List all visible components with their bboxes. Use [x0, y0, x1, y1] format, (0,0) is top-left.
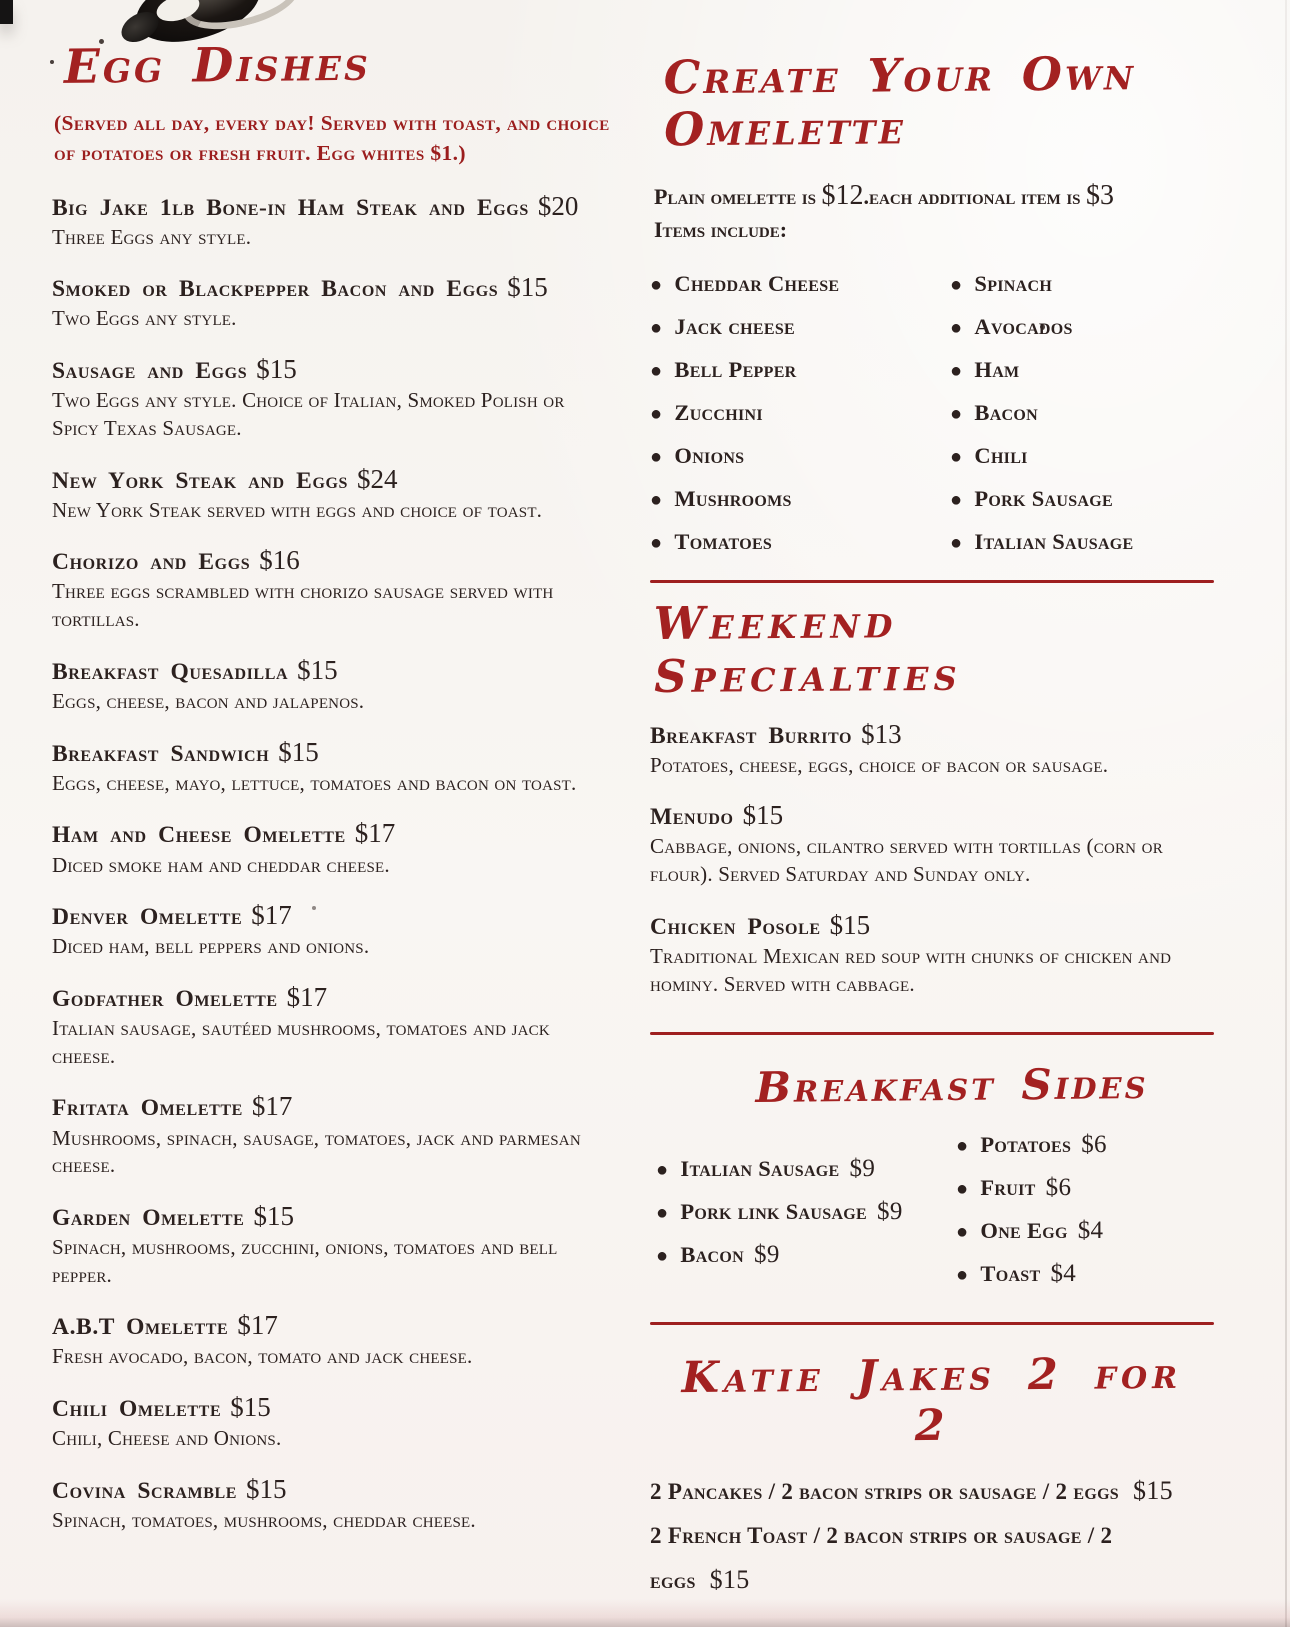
title-line: Omelette	[663, 99, 907, 156]
menu-item-desc: Three eggs scrambled with chorizo sausage served with tortillas.	[52, 579, 554, 632]
list-item	[650, 435, 950, 478]
menu-item-price: $15	[256, 354, 297, 385]
list-item	[950, 478, 1214, 521]
bullet-icon: ●	[656, 1202, 669, 1225]
title-line: Create Your Own	[663, 46, 1137, 105]
menu-item-name: Denver Omelette	[52, 904, 243, 931]
menu-item-desc: Chili, Cheese and Onions.	[52, 1426, 282, 1451]
menu-item-name: Breakfast Burrito	[650, 722, 853, 749]
list-item	[656, 1234, 956, 1277]
menu-item-title	[52, 737, 614, 768]
bullet-icon: ●	[650, 402, 663, 425]
item-label: Jack cheese	[674, 313, 796, 339]
list-item	[650, 349, 950, 392]
item-label: One Egg	[980, 1218, 1068, 1244]
bullet-icon: ●	[650, 359, 663, 382]
menu-item-price: $15	[253, 1200, 294, 1231]
item-label: Italian Sausage	[974, 528, 1134, 554]
item-price: $9	[754, 1241, 780, 1269]
menu-item-price: $15	[507, 272, 548, 303]
section-divider	[650, 1322, 1214, 1325]
menu-item	[650, 910, 1214, 998]
list-item	[956, 1210, 1206, 1253]
list-item	[650, 306, 950, 349]
section-divider	[650, 580, 1214, 583]
menu-item-title	[52, 900, 614, 931]
menu-item-price: $15	[829, 909, 871, 940]
intro-text: Plain omelette is	[654, 184, 822, 210]
menu-item-desc: New York Steak served with eggs and choice of toast.	[52, 497, 543, 522]
item-label: Toast	[980, 1261, 1041, 1287]
egg-dishes-note: (Served all day, every day! Served with toast, and choice of potatoes or fresh fruit. Egg whites $1.)	[54, 111, 610, 165]
bullet-icon: ●	[650, 273, 663, 296]
combo-line	[650, 1469, 1214, 1514]
section-title-katie-jakes: Katie Jakes 2 for 2	[681, 1349, 1183, 1452]
omelette-items-left	[650, 263, 950, 564]
menu-item	[52, 1392, 614, 1453]
menu-item-price: $13	[861, 718, 902, 749]
menu-item-price: $17	[251, 900, 292, 931]
menu-item-price: $24	[357, 463, 398, 494]
omelette-intro	[654, 177, 1214, 244]
list-item	[650, 521, 950, 564]
bullet-icon: ●	[950, 316, 963, 339]
menu-item-desc: Traditional Mexican red soup with chunks of chicken and hominy. Served with cabbage.	[650, 943, 1172, 996]
breakfast-sides-columns	[650, 1124, 1214, 1296]
combo-price: $15	[709, 1565, 750, 1595]
menu-item-name: Covina Scramble	[52, 1477, 238, 1504]
menu-item	[650, 800, 1214, 888]
menu-item-name: Sausage and Eggs	[52, 358, 248, 385]
menu-item-price: $15	[246, 1473, 287, 1504]
menu-item-desc: Mushrooms, spinach, sausage, tomatoes, jack and parmesan cheese.	[52, 1125, 581, 1178]
item-label: Tomatoes	[674, 528, 773, 554]
menu-item-price: $17	[354, 818, 396, 849]
item-price: $9	[849, 1155, 876, 1183]
menu-item-name: Breakfast Sandwich	[52, 740, 270, 767]
bullet-icon: ●	[956, 1221, 969, 1244]
menu-item-title	[52, 1392, 614, 1423]
item-label: Pork Sausage	[974, 485, 1113, 511]
item-label: Fruit	[980, 1175, 1036, 1201]
bullet-icon: ●	[650, 316, 663, 339]
menu-item	[52, 1201, 614, 1289]
item-price: $4	[1077, 1217, 1104, 1245]
menu-item-title	[52, 655, 614, 686]
menu-item-title	[52, 818, 614, 849]
list-item	[950, 263, 1214, 306]
menu-item	[52, 737, 614, 798]
bullet-icon: ●	[950, 273, 963, 296]
menu-item-name: Ham and Cheese Omelette	[52, 822, 346, 849]
menu-item-price: $17	[251, 1091, 293, 1122]
menu-item-desc: Two Eggs any style. Choice of Italian, Smoked Polish or Spicy Texas Sausage.	[52, 388, 565, 440]
menu-item-price: $16	[259, 545, 300, 576]
intro-text: Items include:	[654, 216, 788, 242]
menu-item-desc: Fresh avocado, bacon, tomato and jack cheese.	[52, 1344, 473, 1369]
item-label: Chili	[974, 442, 1028, 468]
item-price: $9	[877, 1198, 903, 1226]
item-label: Ham	[974, 356, 1020, 382]
menu-item	[52, 545, 614, 633]
right-column	[650, 46, 1214, 1603]
item-label: Spinach	[974, 270, 1053, 296]
item-price: $4	[1050, 1260, 1077, 1288]
menu-item-price: $15	[742, 800, 784, 831]
menu-item-price: $20	[537, 190, 579, 221]
item-label: Italian Sausage	[680, 1156, 840, 1182]
menu-item-name: Breakfast Quesadilla	[52, 658, 289, 685]
menu-item-title	[52, 545, 614, 576]
list-item	[956, 1253, 1206, 1296]
menu-item-name: Chorizo and Eggs	[52, 549, 251, 576]
sides-list-left	[656, 1148, 956, 1296]
bullet-icon: ●	[650, 531, 663, 554]
intro-text: .each additional item is	[863, 184, 1087, 210]
menu-item-title	[52, 1310, 614, 1341]
menu-item-name: Big Jake 1lb Bone-in Ham Steak and Eggs	[52, 194, 529, 221]
menu-item-price: $17	[286, 981, 328, 1012]
bullet-icon: ●	[950, 488, 963, 511]
bullet-icon: ●	[650, 445, 663, 468]
item-label: Bell Pepper	[674, 356, 797, 382]
menu-item-price: $17	[237, 1310, 278, 1341]
menu-item-price: $15	[297, 654, 338, 685]
list-item	[656, 1148, 956, 1191]
menu-item-name: A.B.T Omelette	[52, 1314, 229, 1341]
bullet-icon: ●	[950, 445, 963, 468]
combo-text: 2 French Toast / 2 bacon strips or sausage / 2 eggs	[650, 1523, 1113, 1594]
list-item	[650, 392, 950, 435]
section-title-weekend-specialties: Weekend Specialties	[653, 594, 962, 703]
omelette-items-columns	[650, 263, 1214, 564]
bullet-icon: ●	[956, 1264, 969, 1287]
menu-item-title	[52, 1091, 614, 1122]
bullet-icon: ●	[950, 531, 963, 554]
menu-item-desc: Three Eggs any style.	[52, 224, 252, 249]
menu-item	[52, 272, 614, 333]
menu-item-desc: Spinach, mushrooms, zucchini, onions, tomatoes and bell pepper.	[52, 1235, 558, 1287]
menu-item	[52, 818, 614, 879]
menu-item	[52, 354, 614, 442]
menu-item-name: Fritata Omelette	[52, 1095, 243, 1122]
scan-corner-mark	[0, 0, 13, 24]
bullet-icon: ●	[950, 402, 963, 425]
menu-item	[52, 900, 614, 961]
item-label: Avocados	[974, 313, 1073, 339]
menu-item-title	[650, 719, 1214, 750]
item-price: $6	[1081, 1131, 1107, 1159]
menu-item	[52, 655, 614, 716]
menu-item	[52, 191, 614, 252]
menu-item-title	[52, 354, 614, 385]
menu-item-desc: Eggs, cheese, mayo, lettuce, tomatoes and bacon on toast.	[52, 770, 577, 795]
left-column	[52, 36, 614, 1556]
item-label: Pork link Sausage	[680, 1199, 868, 1225]
menu-item-name: Garden Omelette	[52, 1204, 245, 1231]
list-item	[656, 1191, 956, 1234]
menu-item-title	[52, 1201, 614, 1232]
list-item	[650, 478, 950, 521]
menu-item-price: $15	[230, 1392, 271, 1423]
bullet-icon: ●	[950, 359, 963, 382]
menu-item	[52, 1310, 614, 1371]
list-item	[950, 392, 1214, 435]
menu-item-title	[52, 272, 614, 303]
menu-item-title	[52, 982, 614, 1013]
scan-edge-line	[1285, 0, 1287, 1627]
menu-item	[52, 1091, 614, 1179]
list-item	[950, 306, 1214, 349]
item-price: $6	[1045, 1174, 1072, 1202]
list-item	[956, 1124, 1206, 1167]
menu-item-price: $15	[278, 736, 319, 767]
item-label: Onions	[674, 442, 745, 468]
menu-item-name: Chili Omelette	[52, 1396, 222, 1423]
menu-item-desc: Eggs, cheese, bacon and jalapenos.	[52, 688, 365, 713]
menu-item-title	[52, 1474, 614, 1505]
sides-list-right	[956, 1124, 1206, 1296]
item-label: Bacon	[974, 399, 1039, 425]
bullet-icon: ●	[656, 1245, 669, 1268]
menu-item-name: Menudo	[650, 804, 734, 831]
combo-price: $15	[1133, 1476, 1173, 1506]
egg-dishes-list	[52, 191, 614, 1535]
item-label: Potatoes	[980, 1132, 1072, 1158]
intro-price: $3	[1086, 180, 1115, 212]
menu-item-name: Godfather Omelette	[52, 985, 278, 1012]
combo-text: 2 Pancakes / 2 bacon strips or sausage / 2 eggs	[650, 1479, 1120, 1505]
menu-item-title	[52, 191, 614, 222]
list-item	[956, 1167, 1206, 1210]
section-divider	[650, 1032, 1214, 1035]
menu-item-name: Chicken Posole	[650, 913, 821, 940]
omelette-items-right	[950, 263, 1214, 564]
list-item	[950, 521, 1214, 564]
item-label: Bacon	[680, 1242, 745, 1268]
menu-item-name: Smoked or Blackpepper Bacon and Eggs	[52, 276, 499, 303]
intro-price: $12	[821, 180, 864, 212]
list-item	[950, 435, 1214, 478]
menu-item-desc: Cabbage, onions, cilantro served with tortillas (corn or flour). Served Saturday and Sunday only.	[650, 834, 1163, 887]
section-title-egg-dishes: Egg Dishes	[63, 36, 372, 95]
menu-item-desc: Diced ham, bell peppers and onions.	[52, 934, 370, 959]
bullet-icon: ●	[656, 1159, 669, 1182]
menu-item-title	[52, 464, 614, 495]
bullet-icon: ●	[956, 1135, 969, 1158]
menu-item-desc: Two Eggs any style.	[52, 306, 237, 331]
item-label: Mushrooms	[674, 485, 792, 511]
menu-item-desc: Italian sausage, sautéed mushrooms, tomatoes and jack cheese.	[52, 1016, 550, 1068]
menu-item-name: New York Steak and Eggs	[52, 467, 349, 494]
combo-line	[650, 1514, 1214, 1603]
list-item	[650, 263, 950, 306]
menu-item	[52, 464, 614, 525]
menu-item-desc: Potatoes, cheese, eggs, choice of bacon or sausage.	[650, 752, 1109, 777]
menu-item	[52, 982, 614, 1070]
item-label: Cheddar Cheese	[674, 270, 840, 296]
bullet-icon: ●	[650, 488, 663, 511]
section-title-create-your-own	[664, 48, 1215, 156]
menu-item	[52, 1474, 614, 1535]
menu-item-desc: Diced smoke ham and cheddar cheese.	[52, 852, 390, 877]
menu-item-title	[650, 910, 1214, 941]
menu-item-desc: Spinach, tomatoes, mushrooms, cheddar cheese.	[52, 1508, 476, 1533]
menu-item-title	[650, 800, 1214, 831]
section-title-breakfast-sides: Breakfast Sides	[755, 1059, 1149, 1113]
item-label: Zucchini	[674, 399, 763, 425]
bullet-icon: ●	[956, 1178, 969, 1201]
list-item	[950, 349, 1214, 392]
menu-item	[650, 719, 1214, 780]
